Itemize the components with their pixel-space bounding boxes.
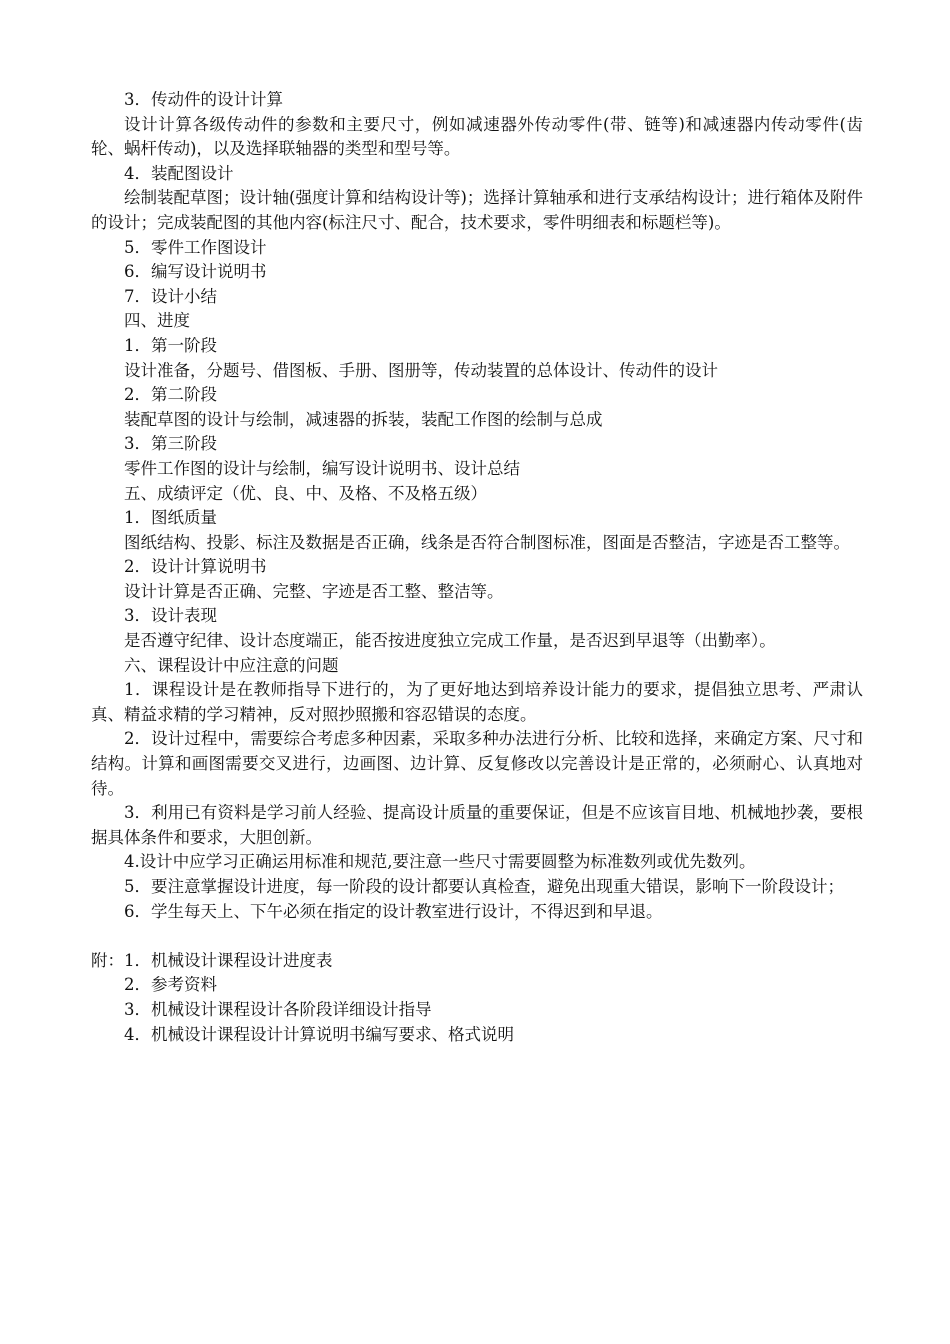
section-heading-notes: 六、课程设计中应注意的问题 bbox=[124, 655, 339, 675]
paragraph-stage-three: 零件工作图的设计与绘制，编写设计说明书、设计总结 bbox=[124, 458, 520, 478]
note-item-2: 2．设计过程中，需要综合考虑多种因素，采取多种办法进行分析、比较和选择，来确定方案、尺寸和结构。计算和画图需要交叉进行，边画图、边计算、反复修改以完善设计是正常的，必须耐心、认真地对待。 bbox=[91, 729, 863, 798]
blank-line bbox=[91, 924, 863, 949]
heading-design-performance: 3．设计表现 bbox=[124, 606, 217, 626]
appendix-indent bbox=[91, 1023, 124, 1048]
section-heading-grading: 五、成绩评定（优、良、中、及格、不及格五级） bbox=[124, 483, 487, 503]
paragraph-calculation-manual: 设计计算是否正确、完整、字迹是否工整、整洁等。 bbox=[124, 581, 504, 601]
appendix-item bbox=[91, 1023, 863, 1048]
heading-design-summary: 7．设计小结 bbox=[124, 286, 217, 306]
note-item-6: 6．学生每天上、下午必须在指定的设计教室进行设计，不得迟到和早退。 bbox=[124, 901, 663, 921]
paragraph-drawing-quality: 图纸结构、投影、标注及数据是否正确，线条是否符合制图标准，图面是否整洁，字迹是否工整等。 bbox=[124, 532, 850, 552]
note-item-4: 4.设计中应学习正确运用标准和规范,要注意一些尺寸需要圆整为标准数列或优先数列。 bbox=[124, 852, 756, 872]
heading-design-manual: 6．编写设计说明书 bbox=[124, 262, 267, 282]
paragraph-stage-two: 装配草图的设计与绘制，减速器的拆装，装配工作图的绘制与总成 bbox=[124, 409, 603, 429]
paragraph-stage-one: 设计准备，分题号、借图板、手册、图册等，传动装置的总体设计、传动件的设计 bbox=[124, 360, 718, 380]
paragraph-transmission-design: 设计计算各级传动件的参数和主要尺寸，例如减速器外传动零件(带、链等)和减速器内传动零件(齿轮、蜗杆传动)，以及选择联轴器的类型和型号等。 bbox=[91, 114, 863, 159]
appendix-list bbox=[91, 949, 863, 1047]
appendix-indent bbox=[91, 973, 124, 998]
heading-assembly-drawing: 4．装配图设计 bbox=[124, 163, 234, 183]
note-item-1: 1．课程设计是在教师指导下进行的，为了更好地达到培养设计能力的要求，提倡独立思考、严肃认真、精益求精的学习精神，反对照抄照搬和容忍错误的态度。 bbox=[91, 680, 863, 724]
heading-calculation-manual: 2．设计计算说明书 bbox=[124, 557, 267, 577]
heading-stage-one: 1．第一阶段 bbox=[124, 335, 217, 355]
heading-stage-three: 3．第三阶段 bbox=[124, 434, 217, 454]
appendix-item-text: 1．机械设计课程设计进度表 bbox=[124, 950, 333, 970]
note-item-3: 3．利用已有资料是学习前人经验、提高设计质量的重要保证，但是不应该盲目地、机械地抄袭，要根据具体条件和要求，大胆创新。 bbox=[91, 803, 863, 847]
document-body bbox=[91, 88, 863, 1047]
heading-drawing-quality: 1．图纸质量 bbox=[124, 508, 217, 528]
appendix-item-text: 3．机械设计课程设计各阶段详细设计指导 bbox=[124, 999, 432, 1019]
paragraph-assembly-drawing: 绘制装配草图；设计轴(强度计算和结构设计等)；选择计算轴承和进行支承结构设计；进行箱体及附件的设计；完成装配图的其他内容(标注尺寸、配合，技术要求，零件明细表和标题栏等)。 bbox=[91, 188, 863, 232]
appendix-item-text: 2．参考资料 bbox=[124, 975, 217, 995]
paragraph-design-performance: 是否遵守纪律、设计态度端正，能否按进度独立完成工作量，是否迟到早退等（出勤率）。 bbox=[124, 631, 776, 651]
appendix-label: 附： bbox=[91, 950, 124, 970]
appendix-indent bbox=[91, 998, 124, 1023]
note-item-5: 5．要注意掌握设计进度，每一阶段的设计都要认真检查，避免出现重大错误，影响下一阶段设计； bbox=[124, 877, 844, 896]
appendix-item bbox=[91, 973, 863, 998]
section-heading-schedule: 四、进度 bbox=[124, 311, 190, 331]
heading-part-drawing: 5．零件工作图设计 bbox=[124, 237, 267, 257]
heading-stage-two: 2．第二阶段 bbox=[124, 385, 217, 405]
appendix-item-text: 4．机械设计课程设计计算说明书编写要求、格式说明 bbox=[124, 1024, 514, 1044]
appendix-item bbox=[91, 949, 863, 974]
heading-transmission-design: 3．传动件的设计计算 bbox=[124, 90, 283, 109]
appendix-item bbox=[91, 998, 863, 1023]
paragraph-list bbox=[91, 88, 863, 924]
